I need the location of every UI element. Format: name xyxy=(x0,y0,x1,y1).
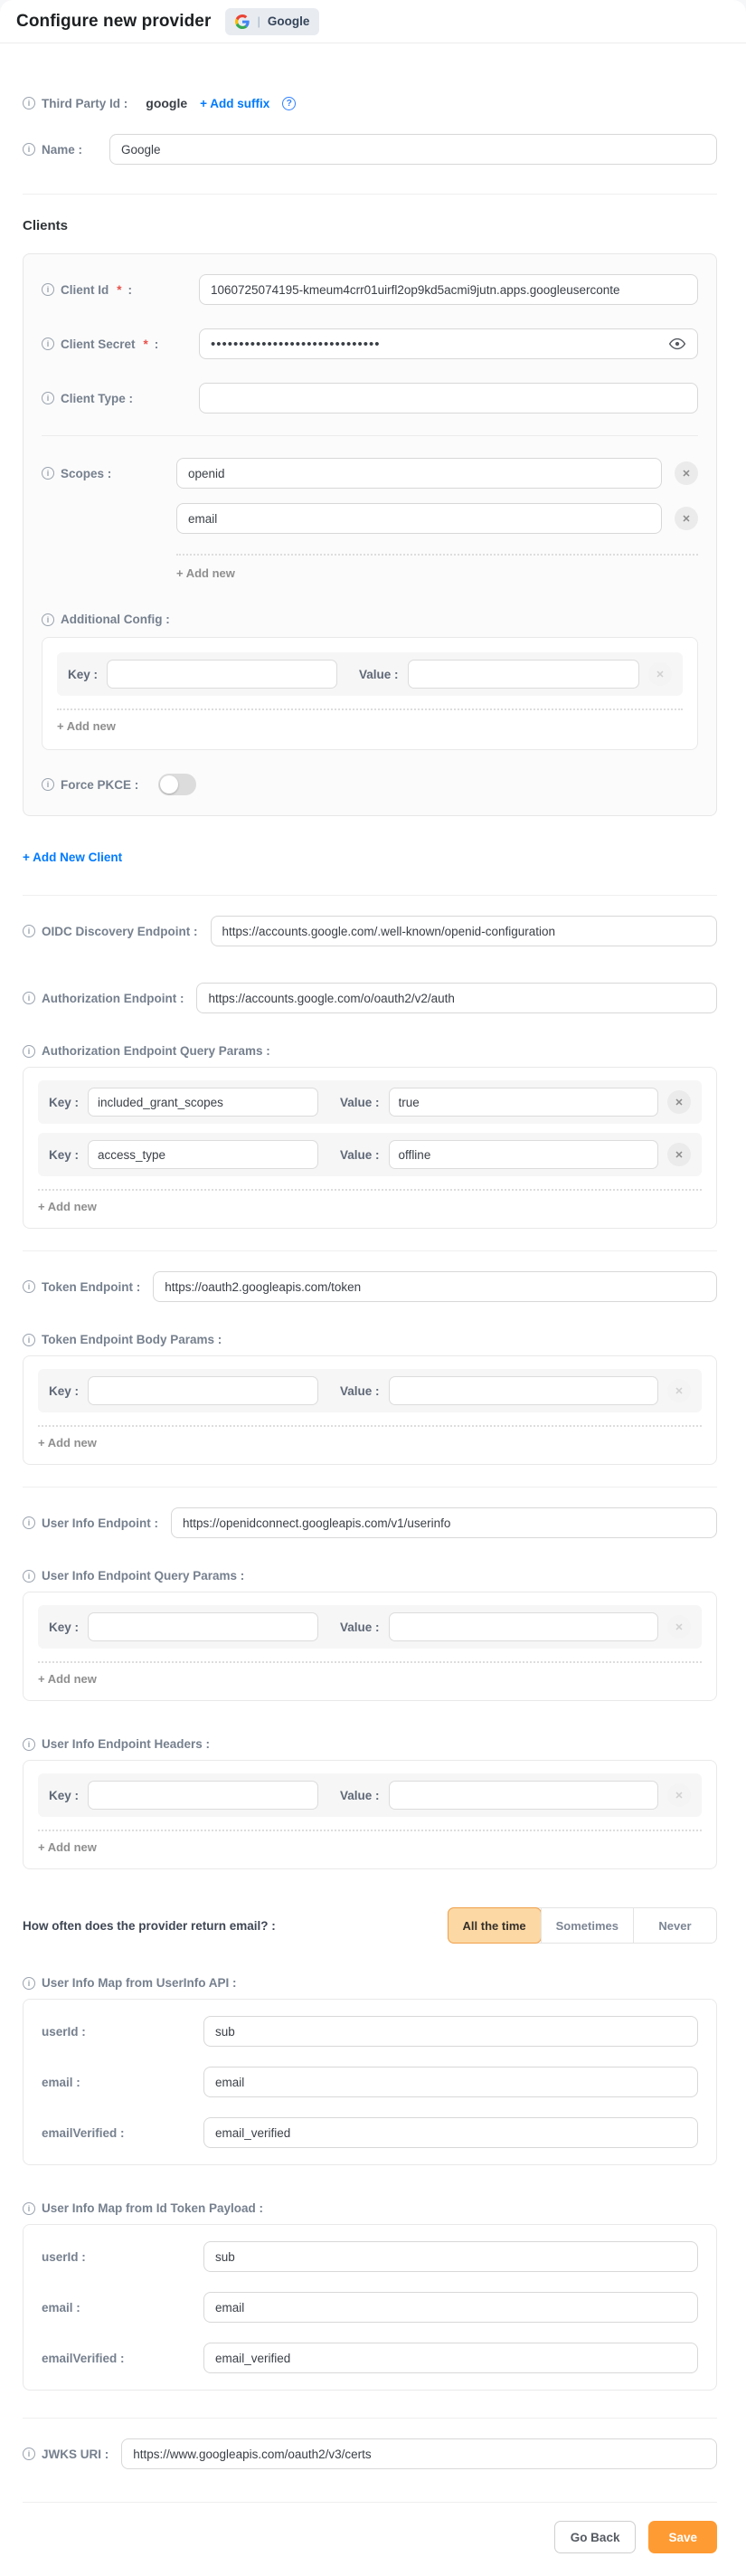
oidc-discovery-input[interactable] xyxy=(211,916,717,946)
value-label: Value : xyxy=(340,1788,380,1802)
additional-config-panel xyxy=(42,637,698,750)
additional-config-label: i Additional Config : xyxy=(42,613,170,626)
map-field-label: email : xyxy=(42,2075,80,2089)
add-param-link[interactable]: + Add new xyxy=(38,1672,97,1686)
map-row xyxy=(42,2016,698,2047)
dotted-divider xyxy=(38,1830,702,1831)
info-icon: i xyxy=(23,925,35,937)
info-icon: i xyxy=(23,2448,35,2460)
remove-row-button[interactable]: ✕ xyxy=(667,1783,691,1807)
user-info-query-params-label: i User Info Endpoint Query Params : xyxy=(23,1569,244,1583)
key-input[interactable] xyxy=(107,660,337,689)
add-suffix-link[interactable]: + Add suffix xyxy=(200,96,270,110)
key-input[interactable] xyxy=(88,1088,318,1117)
map-userinfo-api-label: i User Info Map from UserInfo API : xyxy=(23,1976,237,1990)
map-field-input[interactable] xyxy=(203,2016,698,2047)
remove-row-button[interactable]: ✕ xyxy=(667,1143,691,1166)
scope-input[interactable] xyxy=(176,458,662,489)
key-label: Key : xyxy=(49,1383,80,1398)
authorization-endpoint-row xyxy=(23,983,717,1013)
map-field-input[interactable] xyxy=(203,2117,698,2148)
go-back-button[interactable]: Go Back xyxy=(554,2521,637,2553)
scope-row xyxy=(42,458,698,489)
third-party-id-value: google xyxy=(146,96,188,110)
value-input[interactable] xyxy=(389,1781,658,1810)
client-secret-field xyxy=(199,328,698,359)
value-input[interactable] xyxy=(389,1376,658,1405)
client-type-label: i Client Type : xyxy=(42,392,186,405)
section-divider xyxy=(23,895,717,896)
client-secret-row xyxy=(42,328,698,359)
user-info-endpoint-label: i User Info Endpoint : xyxy=(23,1516,158,1530)
map-field-input[interactable] xyxy=(203,2241,698,2272)
segment-sometimes[interactable]: Sometimes xyxy=(541,1908,633,1943)
info-icon: i xyxy=(23,97,35,109)
page-title: Configure new provider xyxy=(16,11,212,31)
user-info-query-params-label-row xyxy=(23,1569,717,1583)
segment-all-the-time[interactable]: All the time xyxy=(448,1907,542,1944)
name-input[interactable] xyxy=(109,134,717,165)
additional-config-label-row xyxy=(42,613,698,626)
user-info-endpoint-input[interactable] xyxy=(171,1507,717,1538)
user-info-headers-label: i User Info Endpoint Headers : xyxy=(23,1737,210,1751)
segment-never[interactable]: Never xyxy=(633,1908,716,1943)
remove-scope-button[interactable]: ✕ xyxy=(675,507,698,530)
auth-query-params-label-row xyxy=(23,1044,717,1058)
key-label: Key : xyxy=(49,1788,80,1802)
client-secret-input[interactable] xyxy=(199,328,698,359)
section-divider xyxy=(23,1487,717,1488)
section-divider xyxy=(23,1250,717,1251)
remove-row-button[interactable]: ✕ xyxy=(648,662,672,686)
value-label: Value : xyxy=(340,1620,380,1634)
remove-row-button[interactable]: ✕ xyxy=(667,1615,691,1639)
token-endpoint-label: i Token Endpoint : xyxy=(23,1280,140,1294)
map-field-label: userId : xyxy=(42,2024,86,2039)
token-endpoint-row xyxy=(23,1271,717,1302)
force-pkce-toggle[interactable] xyxy=(158,774,196,795)
dotted-divider xyxy=(38,1661,702,1663)
required-mark: * xyxy=(143,337,148,351)
scope-input[interactable] xyxy=(176,503,662,534)
key-label: Key : xyxy=(49,1620,80,1634)
map-row xyxy=(42,2343,698,2373)
badge-provider-name: Google xyxy=(267,14,310,28)
token-endpoint-input[interactable] xyxy=(153,1271,717,1302)
name-label: i Name : xyxy=(23,143,97,157)
scope-row xyxy=(42,503,698,534)
user-info-headers-panel xyxy=(23,1760,717,1869)
client-panel xyxy=(23,253,717,816)
client-type-input[interactable] xyxy=(199,383,698,413)
key-input[interactable] xyxy=(88,1781,318,1810)
key-label: Key : xyxy=(68,667,99,681)
email-frequency-segmented-control xyxy=(448,1907,717,1944)
oidc-discovery-label: i OIDC Discovery Endpoint : xyxy=(23,925,198,938)
user-info-query-params-panel xyxy=(23,1592,717,1701)
dotted-divider xyxy=(57,708,683,710)
dotted-divider xyxy=(38,1189,702,1191)
info-icon: i xyxy=(42,613,54,626)
info-icon: i xyxy=(42,778,54,791)
map-field-label: emailVerified : xyxy=(42,2125,125,2140)
key-input[interactable] xyxy=(88,1140,318,1169)
client-id-input[interactable] xyxy=(199,274,698,305)
map-row xyxy=(42,2241,698,2272)
auth-query-params-label: i Authorization Endpoint Query Params : xyxy=(23,1044,270,1058)
help-icon[interactable]: ? xyxy=(282,97,296,110)
force-pkce-label: i Force PKCE : xyxy=(42,778,138,792)
value-input[interactable] xyxy=(389,1088,658,1117)
email-frequency-row xyxy=(23,1907,717,1944)
dotted-divider xyxy=(176,554,698,556)
page-header xyxy=(0,0,746,43)
value-label: Value : xyxy=(340,1383,380,1398)
add-config-link[interactable]: + Add new xyxy=(57,719,116,733)
form-body xyxy=(0,94,746,2576)
key-input[interactable] xyxy=(88,1376,318,1405)
key-value-row xyxy=(38,1080,702,1124)
map-row xyxy=(42,2067,698,2097)
remove-scope-button[interactable]: ✕ xyxy=(675,461,698,485)
add-new-client-link[interactable]: + Add New Client xyxy=(23,851,123,864)
info-icon: i xyxy=(23,1516,35,1529)
remove-row-button[interactable]: ✕ xyxy=(667,1379,691,1402)
map-row xyxy=(42,2292,698,2323)
oidc-discovery-row xyxy=(23,916,717,946)
map-row xyxy=(42,2117,698,2148)
auth-query-params-panel xyxy=(23,1067,717,1229)
map-id-token-label-row xyxy=(23,2201,717,2215)
info-icon: i xyxy=(23,1045,35,1058)
jwks-uri-row xyxy=(23,2438,717,2469)
map-id-token-panel xyxy=(23,2224,717,2391)
info-icon: i xyxy=(23,1977,35,1990)
value-input[interactable] xyxy=(389,1612,658,1641)
section-divider xyxy=(23,2418,717,2419)
info-icon: i xyxy=(23,1570,35,1583)
user-info-headers-label-row xyxy=(23,1737,717,1751)
key-label: Key : xyxy=(49,1147,80,1162)
client-secret-label: i Client Secret * : xyxy=(42,337,186,351)
map-field-label: emailVerified : xyxy=(42,2351,125,2365)
clients-heading: Clients xyxy=(23,218,69,233)
value-label: Value : xyxy=(340,1095,380,1109)
map-field-input[interactable] xyxy=(203,2343,698,2373)
google-logo-icon xyxy=(235,14,250,29)
footer-actions xyxy=(23,2521,717,2553)
value-input[interactable] xyxy=(389,1140,658,1169)
remove-row-button[interactable]: ✕ xyxy=(667,1090,691,1114)
email-frequency-question: How often does the provider return email? : xyxy=(23,1918,276,1933)
info-icon: i xyxy=(23,992,35,1004)
map-field-label: email : xyxy=(42,2300,80,2315)
map-field-input[interactable] xyxy=(203,2067,698,2097)
value-label: Value : xyxy=(359,667,399,681)
key-input[interactable] xyxy=(88,1612,318,1641)
key-value-row xyxy=(38,1133,702,1176)
map-id-token-label: i User Info Map from Id Token Payload : xyxy=(23,2201,263,2215)
provider-badge xyxy=(225,8,319,35)
info-icon: i xyxy=(23,1738,35,1751)
save-button[interactable]: Save xyxy=(648,2521,717,2553)
info-icon: i xyxy=(42,337,54,350)
section-divider xyxy=(23,194,717,195)
add-scope-link[interactable]: + Add new xyxy=(176,566,235,580)
authorization-endpoint-input[interactable] xyxy=(196,983,717,1013)
required-mark: * xyxy=(117,282,122,297)
add-header-link[interactable]: + Add new xyxy=(38,1840,97,1854)
map-field-input[interactable] xyxy=(203,2292,698,2323)
info-icon: i xyxy=(23,2202,35,2215)
client-id-row xyxy=(42,274,698,305)
client-id-label: i Client Id * : xyxy=(42,283,186,297)
dotted-divider xyxy=(38,1425,702,1427)
authorization-endpoint-label: i Authorization Endpoint : xyxy=(23,992,184,1005)
key-value-row xyxy=(57,652,683,696)
force-pkce-row xyxy=(42,774,698,795)
token-body-params-label: i Token Endpoint Body Params : xyxy=(23,1333,222,1346)
info-icon: i xyxy=(23,1280,35,1293)
key-value-row xyxy=(38,1605,702,1649)
name-row xyxy=(23,134,717,165)
footer-divider xyxy=(23,2502,717,2503)
client-type-row xyxy=(42,383,698,413)
map-field-label: userId : xyxy=(42,2249,86,2264)
user-info-endpoint-row xyxy=(23,1507,717,1538)
token-body-params-label-row xyxy=(23,1333,717,1346)
value-label: Value : xyxy=(340,1147,380,1162)
badge-separator: | xyxy=(257,14,260,28)
scopes-label: i Scopes : xyxy=(42,467,164,480)
info-icon: i xyxy=(23,143,35,156)
key-value-row xyxy=(38,1369,702,1412)
add-param-link[interactable]: + Add new xyxy=(38,1436,97,1450)
value-input[interactable] xyxy=(408,660,639,689)
info-icon: i xyxy=(42,283,54,296)
show-secret-eye-icon[interactable] xyxy=(667,334,687,354)
map-userinfo-api-panel xyxy=(23,1999,717,2165)
client-panel-divider xyxy=(42,435,698,436)
third-party-id-label: i Third Party Id : xyxy=(23,97,127,110)
jwks-uri-input[interactable] xyxy=(121,2438,717,2469)
map-userinfo-api-label-row xyxy=(23,1976,717,1990)
token-body-params-panel xyxy=(23,1355,717,1465)
add-param-link[interactable]: + Add new xyxy=(38,1200,97,1213)
info-icon: i xyxy=(42,392,54,404)
info-icon: i xyxy=(23,1334,35,1346)
key-value-row xyxy=(38,1773,702,1817)
info-icon: i xyxy=(42,467,54,480)
third-party-id-row xyxy=(23,94,717,112)
toggle-knob xyxy=(160,775,178,794)
key-label: Key : xyxy=(49,1095,80,1109)
jwks-uri-label: i JWKS URI : xyxy=(23,2448,109,2461)
